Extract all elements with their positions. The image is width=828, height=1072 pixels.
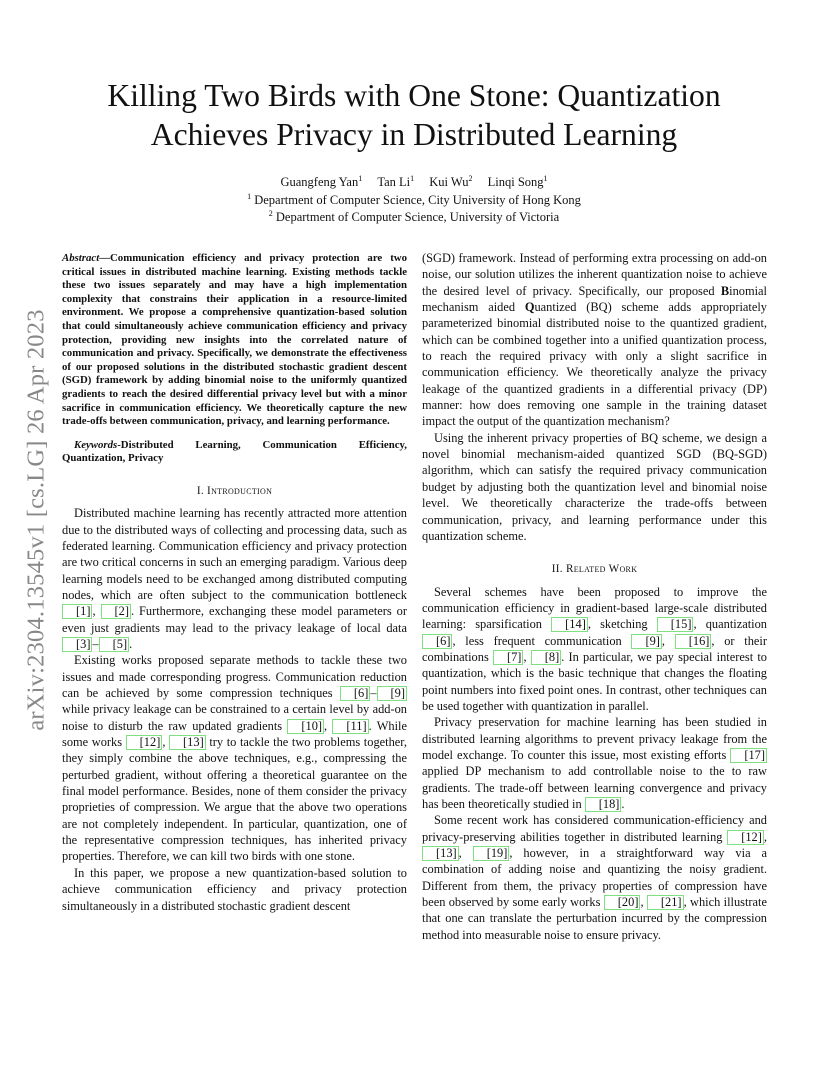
author-block bbox=[0, 174, 828, 227]
section-heading-related-work: II. Related Work bbox=[551, 563, 638, 576]
author-names bbox=[0, 174, 828, 192]
author: Guangfeng Yan$^1$ bbox=[280, 173, 363, 189]
left-column bbox=[62, 252, 407, 914]
keywords bbox=[62, 439, 407, 466]
author: Kui Wu$^2$ bbox=[429, 173, 473, 189]
citation-link[interactable]: [12] bbox=[126, 735, 163, 750]
affiliation: $^2$ Department of Computer Science, University of Victoria bbox=[268, 208, 560, 224]
keywords-text: -Distributed Learning, Communication Efficiency, Quantization, Privacy bbox=[62, 438, 407, 465]
citation-link[interactable]: [10] bbox=[287, 719, 324, 734]
citation-link[interactable]: [21] bbox=[647, 895, 684, 910]
citation-link[interactable]: [9] bbox=[631, 634, 661, 649]
citation-link[interactable]: [2] bbox=[101, 604, 131, 619]
arxiv-identifier-text: arXiv:2304.13545v1 [cs.LG] 26 Apr 2023 bbox=[23, 309, 51, 731]
citation-link[interactable]: [13] bbox=[422, 846, 459, 861]
paper-title bbox=[60, 76, 768, 154]
title-line-2: Achieves Privacy in Distributed Learning bbox=[150, 117, 678, 152]
citation-link[interactable]: [14] bbox=[551, 617, 588, 632]
intro-paragraph-2: Existing works proposed separate methods to tackle these two issues and made corresponding progress. Communication reduction can be achieved by some compression techniques [6] – [9] while privacy leakage can be constrained to a certain level by add-on noise to disturb the raw updated gradients [10] , [11] . While some works [12] , [13] try to tackle the two problems together, they simply combine the above techniques, e.g., compressing the perturbed gradient, without offering a theoretical guarantee on the final model performance. Besides, none of them consider the privacy proprieties of compression. We argue that the above two operations are not completely independent. In particular, quantization, one of the representative compression techniques, has inherited privacy properties. Therefore, we can kill two birds with one stone. bbox=[62, 653, 408, 864]
citation-link[interactable]: [3] bbox=[62, 637, 92, 652]
citation-link[interactable]: [15] bbox=[657, 617, 694, 632]
right-column bbox=[422, 250, 767, 943]
citation-link[interactable]: [20] bbox=[604, 895, 641, 910]
citation-link[interactable]: [16] bbox=[675, 634, 712, 649]
citation-link[interactable]: [13] bbox=[169, 735, 206, 750]
citation-link[interactable]: [6] bbox=[422, 634, 452, 649]
author: Tan Li$^1$ bbox=[377, 173, 415, 189]
citation-link[interactable]: [5] bbox=[99, 637, 129, 652]
keywords-label: Keywords bbox=[74, 438, 118, 451]
author: Linqi Song$^1$ bbox=[487, 173, 548, 189]
abstract-label: Abstract bbox=[62, 252, 100, 264]
citation-link[interactable]: [12] bbox=[727, 830, 764, 845]
intro-paragraph-3-continued: (SGD) framework. Instead of performing extra processing on add-on noise, our solution utilizes the inherent quantization noise to achieve the desired level of privacy. Specifically, our proposed Binomial mechanism aided Quantized (BQ) scheme adds appropriately parameterized binomial distributed noise to the quantized gradient, which can be combined together into a unified quantization process, to reach the required privacy with only a slight sacrifice in communication efficiency. We theoretically analyze the privacy leakage of the quantized gradients in a differential privacy (DP) manner: how does removing one sample in the training dataset impact the output of the quantization mechanism? bbox=[422, 251, 767, 429]
related-paragraph-1: Several schemes have been proposed to improve the communication efficiency in gradient-based large-scale distributed learning: sparsification [14] , sketching [15] , quantization [6] , less frequent communication [9] , [16] , or their combinations [7] , [8] . In particular, we pay special interest to quantization, which is the basic technique that changes the floating point numbers into fixed point ones. In contrast, other techniques can be used together with quantization in parallel. bbox=[422, 584, 768, 713]
citation-link[interactable]: [6] bbox=[340, 686, 370, 701]
abstract-text: —Communication efficiency and privacy protection are two critical issues in distributed machine learning. Existing methods tackle these two issues separately and may have a high implementation complexity that constrains their application in a resource-limited environment. We propose a comprehensive quantization-based solution that could simultaneously achieve communication efficiency and privacy protection, providing new insights into the correlated nature of communication and privacy. Specifically, we demonstrate the effectiveness of our proposed solutions in the distributed stochastic gradient descent (SGD) framework by adding binomial noise to the uniformly quantized gradients to reach the desired differential privacy level but with a minor sacrifice in communication efficiency. We theoretically capture the new trade-offs between communication, privacy, and learning performance. bbox=[62, 252, 407, 428]
citation-link[interactable]: [1] bbox=[62, 604, 92, 619]
related-paragraph-3: Some recent work has considered communication-efficiency and privacy-preserving abilities together in distributed learning [12] , [13] , [19] , however, in a straightforward way via a combination of adding noise and quantizing the noisy gradient. Different from them, the privacy properties of compression have been observed by some early works [20] , [21] , which illustrate that one can translate the perturbation incurred by the compression method into measurable noise to ensure privacy. bbox=[422, 813, 767, 942]
citation-link[interactable]: [11] bbox=[332, 719, 368, 734]
citation-link[interactable]: [7] bbox=[493, 650, 523, 665]
abstract bbox=[62, 252, 407, 429]
citation-link[interactable]: [8] bbox=[531, 650, 561, 665]
intro-paragraph-4: Using the inherent privacy properties of BQ scheme, we design a novel binomial mechanism-aided quantized SGD (BQ-SGD) algorithm, which can satisfy the required privacy communication budget by adjusting both the quantization level and binomial noise level. We theoretically characterize the trade-offs between communication, privacy, and learning performance under this quantization scheme. bbox=[422, 430, 767, 543]
section-heading-introduction: I. Introduction bbox=[196, 484, 273, 497]
title-line-1: Killing Two Birds with One Stone: Quantization bbox=[107, 78, 721, 113]
arxiv-identifier-stamp bbox=[25, 285, 49, 755]
citation-link[interactable]: [9] bbox=[377, 686, 407, 701]
citation-link[interactable]: [19] bbox=[473, 846, 510, 861]
intro-paragraph-1: Distributed machine learning has recently attracted more attention due to the distributed ways of collecting and processing data, such as federated learning. Communication efficiency and privacy protection are two critical concerns in such an emerging paradigm. Various deep learning models need to be exchanged among distributed computing nodes, which are often subject to the communication bottleneck [1] , [2] . Furthermore, exchanging these model parameters or even just gradients may lead to the privacy leakage of local data [3] – [5] . bbox=[62, 506, 407, 651]
citation-link[interactable]: [17] bbox=[730, 748, 767, 763]
affiliation: $^1$ Department of Computer Science, City University of Hong Kong bbox=[247, 191, 581, 207]
citation-link[interactable]: [18] bbox=[585, 797, 622, 812]
related-paragraph-2: Privacy preservation for machine learning has been studied in distributed learning algorithms to prevent privacy leakage from the model exchange. To counter this issue, most existing efforts [17] applied DP mechanism to add controllable noise to the to raw gradients. The trade-off between learning convergence and privacy has been theoretically studied in [18] . bbox=[422, 715, 767, 811]
intro-paragraph-3: In this paper, we propose a new quantization-based solution to achieve communication efficiency and privacy protection simultaneously in a distributed stochastic gradient descent bbox=[62, 865, 407, 913]
